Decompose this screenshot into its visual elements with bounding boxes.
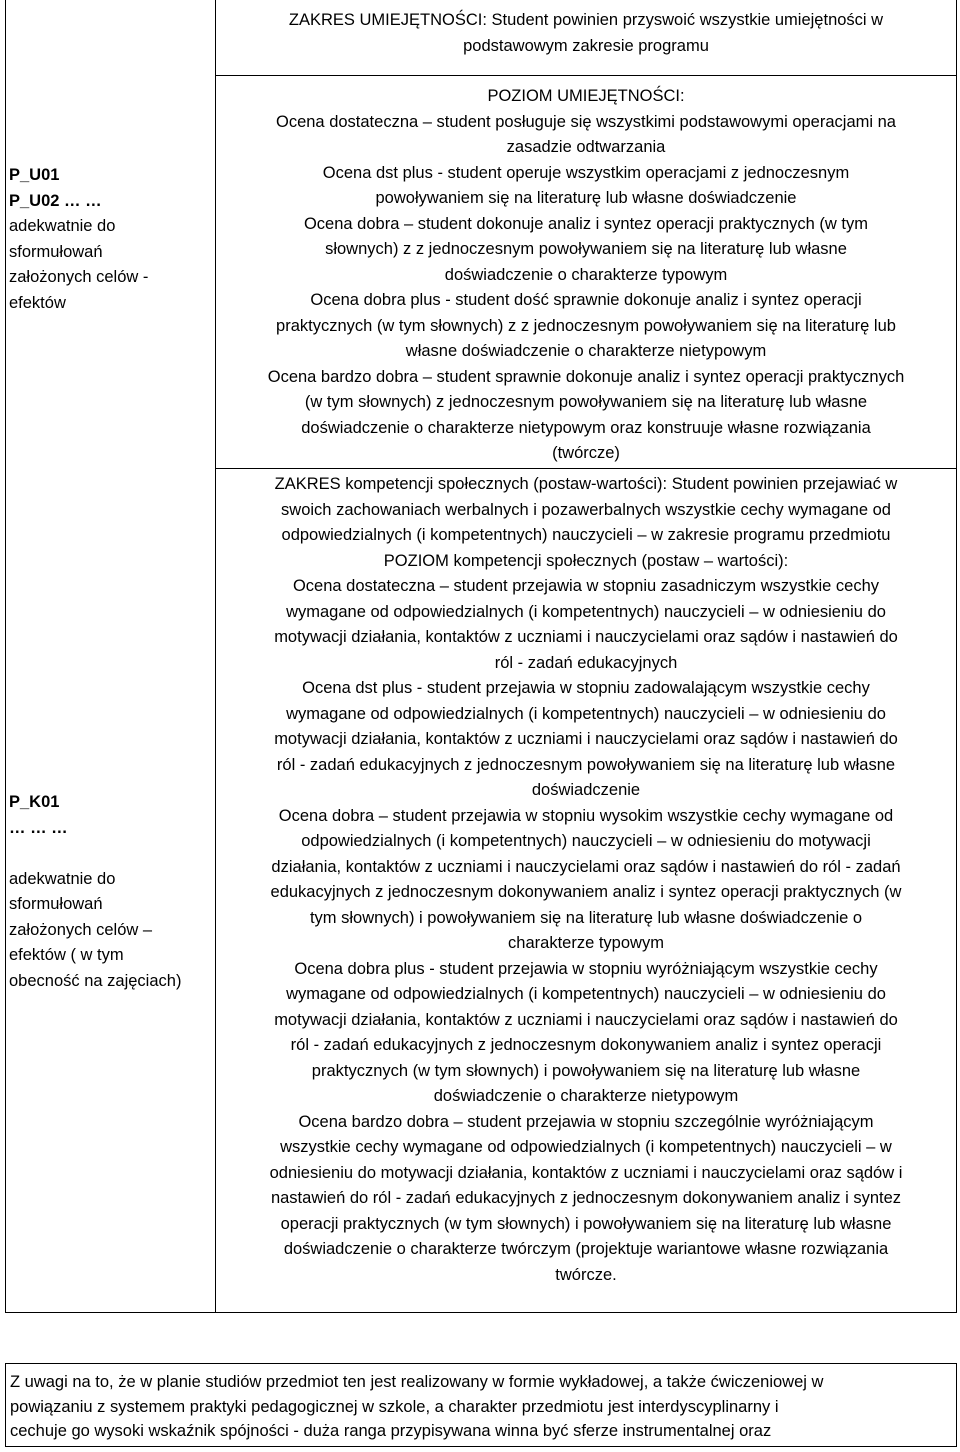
skills-codes [6,80,215,316]
text-line: wymagane od odpowiedzialnych (i kompetentnych) nauczycieli – w odniesieniu do [286,985,886,1003]
label-line: efektów [9,293,66,312]
text-line: doświadczenie [531,781,641,799]
row-divider [216,75,956,76]
label-line: efektów ( w tym [9,946,124,964]
text-line: ZAKRES UMIEJĘTNOŚCI: Student powinien przyswoić wszystkie umiejętności w [288,11,884,29]
text-line: ról - zadań edukacyjnych z jednoczesnym dokonywaniem analiz i syntez operacji [290,1036,882,1054]
code-line: P_U01 [9,166,60,184]
text-line: motywacji działania, kontaktów z uczniami i nauczycielami oraz sądów i nastawień do [274,628,898,646]
text-line: doświadczenie o charakterze typowym [444,265,728,284]
text-line: POZIOM kompetencji społecznych (postaw – wartości): [383,551,789,570]
skills-code-cell [6,80,215,470]
text-line: praktycznych (w tym słownych) i powoływaniem się na literaturę lub własne [311,1061,861,1080]
text-line: ról - zadań edukacyjnych z jednoczesnym powoływaniem się na literaturę lub własne [276,755,896,774]
text-line: nastawień do ról - zadań edukacyjnych z jednoczesnym dokonywaniem analiz i syntez [270,1189,902,1207]
text-line: odpowiedzialnych (i kompetentnych) nauczycieli – w zakresie programu przedmiotu [281,526,891,544]
text-line: Z uwagi na to, że w planie studiów przedmiot ten jest realizowany w formie wykładowej, a także ćwiczeniowej w [10,1373,824,1391]
header-text [216,8,956,59]
text-line: wymagane od odpowiedzialnych (i kompetentnych) nauczycieli – w odniesieniu do [286,704,886,723]
text-line: doświadczenie o charakterze twórczym (projektuje wariantowe własne rozwiązania [283,1240,889,1258]
text-line: Ocena dst plus - student przejawia w stopniu zadowalającym wszystkie cechy [302,679,870,697]
code-line: P_U02 … … [9,191,102,210]
text-line: cechuje go wysoki wskaźnik spójności - duża ranga przypisywana winna być sferze instrumentalnej oraz [10,1422,772,1440]
text-line: Ocena dobra plus - student przejawia w stopniu wyróżniającym wszystkie cechy [294,959,878,978]
spacer-line [9,841,212,867]
text-line: edukacyjnych z jednoczesnym dokonywaniem analiz i syntez operacji praktycznych (w [270,883,902,901]
text-line: własne doświadczenie o charakterze nietypowym [405,342,767,360]
text-line: twórcze. [555,1265,617,1284]
skills-scope-header [216,8,956,59]
label-line: adekwatnie do [9,217,116,235]
text-line: ZAKRES kompetencji społecznych (postaw-wartości): Student powinien przejawiać w [274,475,898,493]
description-column [216,0,956,1312]
label-line: obecność na zajęciach) [9,971,182,990]
text-line: Ocena dostateczna – student posługuje się wszystkimi podstawowymi operacjami na [276,112,896,131]
text-line: wszystkie cechy wymagane od odpowiedzialnych (i kompetentnych) nauczycieli – w [280,1138,892,1156]
competence-codes [6,790,215,994]
competence-code-cell [6,790,215,994]
text-line: Ocena bardzo dobra – student sprawnie dokonuje analiz i syntez operacji praktycznych [267,367,905,386]
text-line: słownych) z z jednoczesnym powoływaniem się na literaturę lub własne [325,240,847,258]
text-line: operacji praktycznych (w tym słownych) i powoływaniem się na literaturę lub własne [280,1214,892,1233]
text-line: ról - zadań edukacyjnych [494,653,678,672]
competence-levels-text [216,472,956,1288]
text-line: Ocena dst plus - student operuje wszystkim operacjami z jednoczesnym [322,163,850,182]
row-divider [216,468,956,469]
text-line: praktycznych (w tym słownych) z z jednoczesnym powoływaniem się na literaturę lub [276,316,896,335]
text-line: motywacji działania, kontaktów z uczniami i nauczycielami oraz sądów i nastawień do [274,730,898,748]
text-line: podstawowym zakresie programu [463,36,709,55]
text-line: Ocena bardzo dobra – student przejawia w stopniu szczególnie wyróżniającym [298,1112,874,1131]
text-line: swoich zachowaniach werbalnych i pozawerbalnych wszystkie cechy wymagane od [281,500,891,519]
text-line: Ocena dostateczna – student przejawia w stopniu zasadniczym wszystkie cechy [292,577,880,595]
code-line: … … … [9,818,68,837]
assessment-table [5,0,957,1313]
label-line: założonych celów – [9,920,153,939]
text-line: zasadzie odtwarzania [506,138,666,156]
code-column [6,0,216,1312]
code-line: P_K01 [9,793,60,811]
text-line: charakterze typowym [508,934,664,952]
text-line: Ocena dobra – student dokonuje analiz i syntez operacji praktycznych (w tym [303,214,869,233]
text-line: Ocena dobra – student przejawia w stopniu wysokim wszystkie cechy wymagane od [278,806,894,825]
text-line: odniesieniu do motywacji działania, kontaktów z uczniami i nauczycielami oraz sądów i [269,1163,903,1182]
text-line: wymagane od odpowiedzialnych (i kompetentnych) nauczycieli – w odniesieniu do [286,602,886,621]
label-line: sformułowań [9,895,103,913]
text-line: tym słownych) i powoływaniem się na literaturę lub własne doświadczenie o [309,908,863,927]
text-line: powoływaniem się na literaturę lub własne doświadczenie [375,189,797,207]
note-box [5,1363,957,1447]
label-line: adekwatnie do [9,869,116,888]
text-line: Ocena dobra plus - student dość sprawnie dokonuje analiz i syntez operacji [310,291,862,309]
skills-levels-text [216,84,956,467]
text-line: (w tym słownych) z jednoczesnym powoływaniem się na literaturę lub własne [304,393,868,411]
label-line: sformułowań [9,242,103,261]
skills-levels-cell [216,84,956,467]
text-line: motywacji działania, kontaktów z uczniami i nauczycielami oraz sądów i nastawień do [274,1010,898,1029]
text-line: POZIOM UMIEJĘTNOŚCI: [487,87,685,105]
text-line: działania, kontaktów z uczniami i nauczycielami oraz sądów i nastawień do ról - zadań [271,857,901,876]
label-line: założonych celów - [9,268,149,286]
text-line: doświadczenie o charakterze nietypowym oraz konstruuje własne rozwiązania [301,418,871,437]
text-line: (twórcze) [552,444,620,462]
text-line: odpowiedzialnych (i kompetentnych) nauczycieli – w odniesieniu do motywacji [301,832,871,850]
competence-levels-cell [216,472,956,1288]
text-line: powiązaniu z systemem praktyki pedagogicznej w szkole, a charakter przedmiotu jest interdyscyplinarny i [10,1397,779,1416]
text-line: doświadczenie o charakterze nietypowym [433,1087,739,1105]
